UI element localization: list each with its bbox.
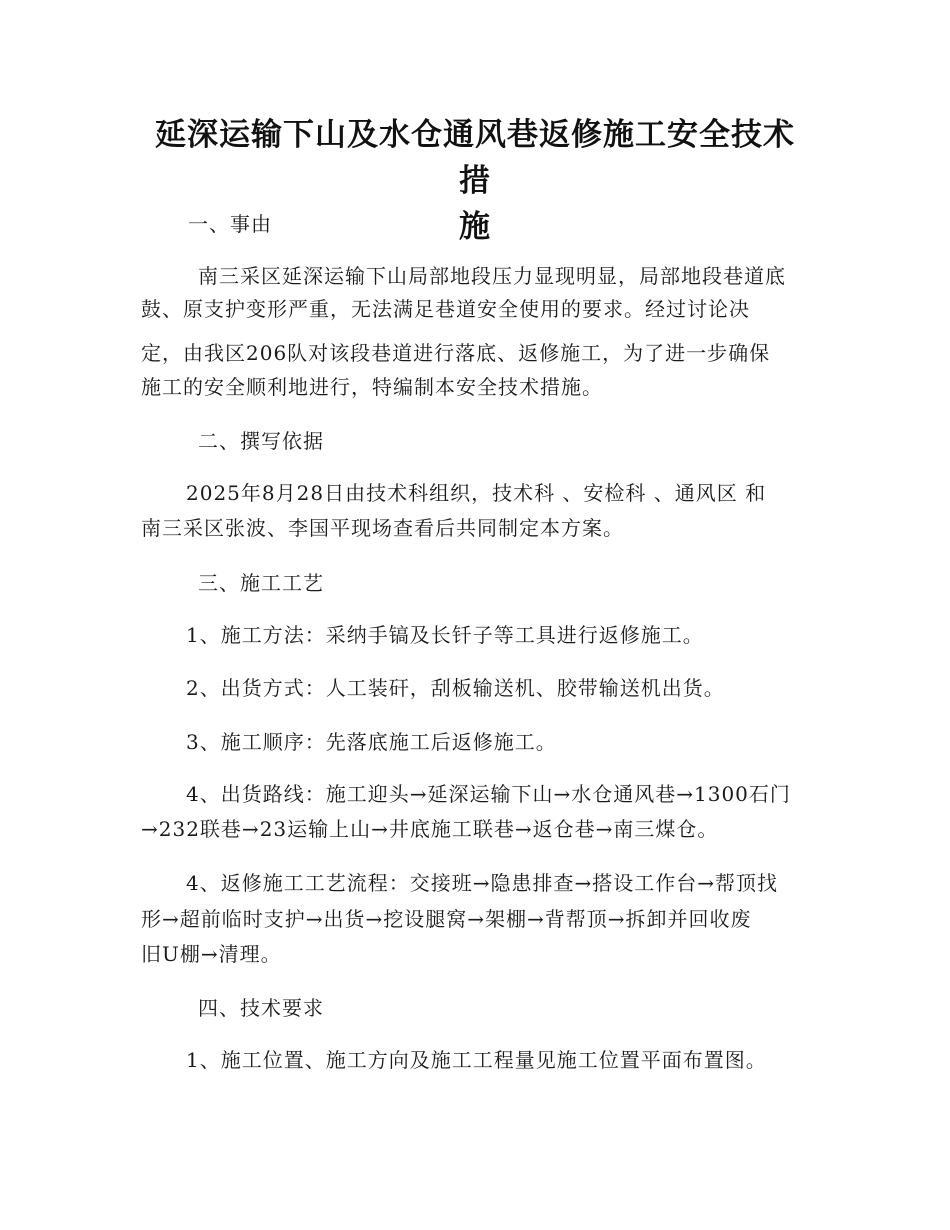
list-item: 4、出货路线：施工迎头→延深运输下山→水仓通风巷→1300石门 [186,782,791,806]
paragraph-line: 定，由我区206队对该段巷道进行落底、返修施工，为了进一步确保 [141,341,771,365]
list-item-continuation: →232联巷→23运输上山→井底施工联巷→返仓巷→南三煤仓。 [141,817,719,841]
list-item: 1、施工位置、施工方向及施工工程量见施工位置平面布置图。 [186,1048,767,1072]
list-item-continuation: 旧U棚→清理。 [141,942,282,966]
title-line-2: 施 [459,209,491,245]
paragraph-line: 鼓、原支护变形严重，无法满足巷道安全使用的要求。经过讨论决 [141,297,750,321]
paragraph-line: 南三采区张波、李国平现场查看后共同制定本方案。 [141,516,624,540]
paragraph-line: 南三采区延深运输下山局部地段压力显现明显，局部地段巷道底 [198,264,786,288]
section-heading-reason: 一、事由 [188,212,272,236]
section-heading-process: 三、施工工艺 [198,571,324,595]
list-item: 1、施工方法：采纳手镐及长钎子等工具进行返修施工。 [186,623,704,647]
section-heading-technical-requirements: 四、技术要求 [198,996,324,1020]
paragraph-line: 施工的安全顺利地进行，特编制本安全技术措施。 [141,375,603,399]
list-item-continuation: 形→超前临时支护→出货→挖设腿窝→架棚→背帮顶→拆卸并回收废 [141,907,752,931]
list-item: 4、返修施工工艺流程：交接班→隐患排查→搭设工作台→帮顶找 [186,871,778,895]
list-item: 2、出货方式：人工装矸，刮板输送机、胶带输送机出货。 [186,676,725,700]
list-item: 3、施工顺序：先落底施工后返修施工。 [186,730,557,754]
paragraph-line: 2025年8月28日由技术科组织，技术科 、安检科 、通风区 和 [186,481,767,505]
section-heading-basis: 二、撰写依据 [198,429,324,453]
title-line-1: 延深运输下山及水仓通风巷返修施工安全技术措 [155,117,795,199]
